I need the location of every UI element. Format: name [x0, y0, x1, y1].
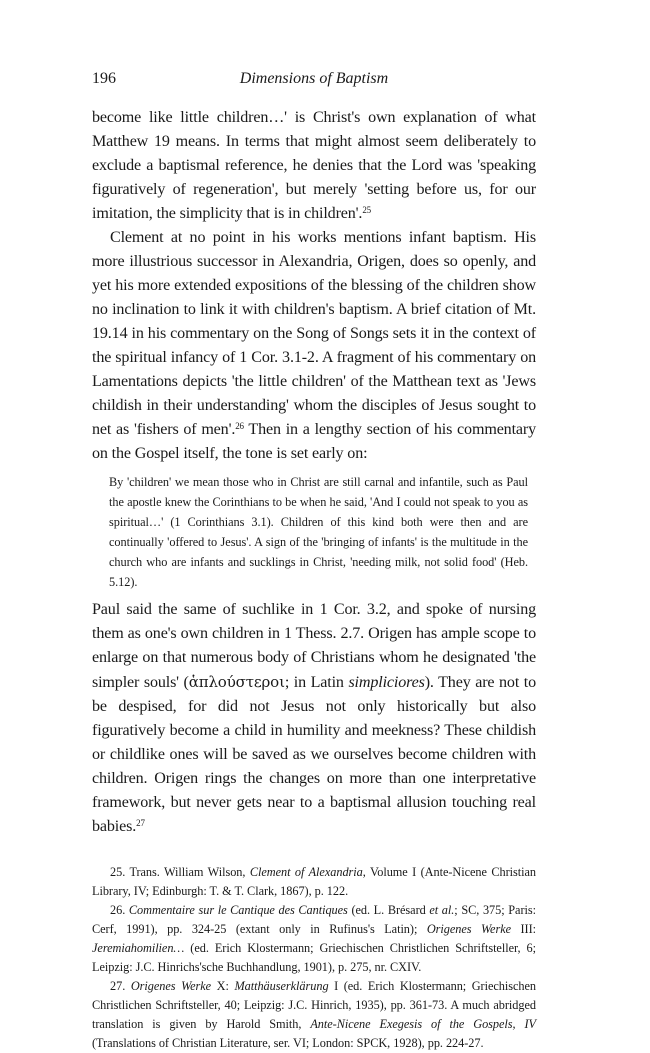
footnotes: [92, 863, 536, 1053]
greek-term: ἁπλούστεροι: [188, 673, 285, 691]
footnote-text: Trans. William Wilson,: [125, 865, 250, 879]
footnote-title: Origenes Werke: [130, 979, 212, 993]
paragraph-text: Paul said the same of suchlike in 1 Cor. 3.2, and spoke of nursing them as one's own children in 1 Thess. 2.7. Origen has ample scope to enlarge on that numerous body of Christians whom he designated 'the simpler souls' (: [92, 601, 536, 691]
footnote-ref: 27: [136, 818, 145, 828]
paragraph-text: Then in a lengthy section of his commentary on the Gospel itself, the tone is set early on:: [92, 421, 536, 462]
footnote-title: Ante-Nicene Exegesis of the Gospels, IV: [310, 1017, 536, 1031]
footnote-number: 27.: [110, 979, 126, 993]
paragraph: [92, 598, 536, 839]
footnote-title: Clement of Alexandria: [249, 865, 363, 879]
paragraph-text: ). They are not to be despised, for did not Jesus not only historically but also figuratively become a child in humility and meekness? These childish or childlike ones will be saved as we ourselves become children with children. Origen rings the changes on more than one interpretative framework, but never gets near to a baptismal allusion touching real babies.: [92, 674, 536, 835]
footnote-title: Commentaire sur le Cantique des Cantiques: [128, 903, 348, 917]
footnote-text: , Volume I (Ante-Nicene Christian Library, IV; Edinburgh: T. & T. Clark, 1867), p. 122.: [92, 865, 537, 898]
block-quote: By 'children' we mean those who in Christ are still carnal and infantile, such as Paul the apostle knew the Corinthians to be when he said, 'And I could not speak to you as spiritual…' (1 Corinthians 3.1). Children of this kind both were then and are continually 'offered to Jesus'. A sign of the 'bringing of infants' is the multitude in the church who are infants and sucklings in Christ, 'needing milk, not solid food' (Heb. 5.12).: [109, 475, 528, 589]
footnote-text: ; SC, 375; Paris: Cerf, 1991), pp. 324-25 (extant only in Rufinus's Latin);: [92, 903, 536, 936]
paragraph-text: Clement at no point in his works mentions infant baptism. His more illustrious successor in Alexandria, Origen, does so openly, and yet his more extended expositions of the blessing of the children show no inclination to link it with children's baptism. A brief citation of Mt. 19.14 in his commentary on the Song of Songs sets it in the context of the spiritual infancy of 1 Cor. 3.1-2. A fragment of his commentary on Lamentations depicts 'the little children' of the Matthean text as 'Jews childish in their understanding' whom the disciples of Jesus sought to net as 'fishers of men'.: [92, 229, 536, 438]
footnote-title: Matthäuserklärung: [234, 979, 329, 993]
footnote-ref: 26: [235, 421, 244, 431]
latin-term: simpliciores: [348, 674, 425, 691]
footnote-27: [92, 977, 536, 1053]
footnote-number: 25.: [110, 865, 126, 879]
footnote-text: (ed. L. Brésard: [347, 903, 430, 917]
paragraph: [92, 226, 536, 466]
footnote-title: et al.: [429, 903, 455, 917]
main-text: [92, 106, 536, 839]
footnote-number: 26.: [110, 903, 126, 917]
footnote-text: (ed. Erich Klostermann; Griechischen Christlichen Schriftsteller, 6; Leipzig: J.C. Hinrichs'sche Buchhandlung, 1901), p. 275, nr. CXIV.: [92, 941, 536, 974]
footnote-title: Jeremiahomilien…: [92, 941, 185, 955]
running-title: Dimensions of Baptism: [239, 70, 389, 87]
footnote-text: (Translations of Christian Literature, ser. VI; London: SPCK, 1928), pp. 224-27.: [92, 1036, 484, 1050]
footnote-text: III:: [511, 922, 537, 936]
book-page: [92, 70, 536, 1053]
paragraph-text: ; in Latin: [284, 674, 349, 691]
paragraph-text: become like little children…' is Christ's own explanation of what Matthew 19 means. In terms that might almost seem deliberately to exclude a baptismal reference, he denies that the Lord was 'speaking figuratively of regeneration', but merely 'setting before us, for our imitation, the simplicity that is in children'.: [92, 109, 536, 222]
page-number: 196: [92, 70, 116, 87]
footnote-text: X:: [211, 979, 235, 993]
footnote-26: [92, 901, 536, 977]
running-head: [92, 70, 536, 92]
footnote-title: Origenes Werke: [426, 922, 512, 936]
footnote-ref: 25: [362, 205, 372, 215]
footnote-25: [92, 863, 536, 901]
footnote-text: I (ed. Erich Klostermann; Griechischen Christlichen Schriftsteller, 40; Leipzig: J.C. Hinrich, 1935), pp. 361-73. A much abridged translation is given by Harold Smith,: [92, 979, 537, 1031]
paragraph: [92, 106, 536, 226]
